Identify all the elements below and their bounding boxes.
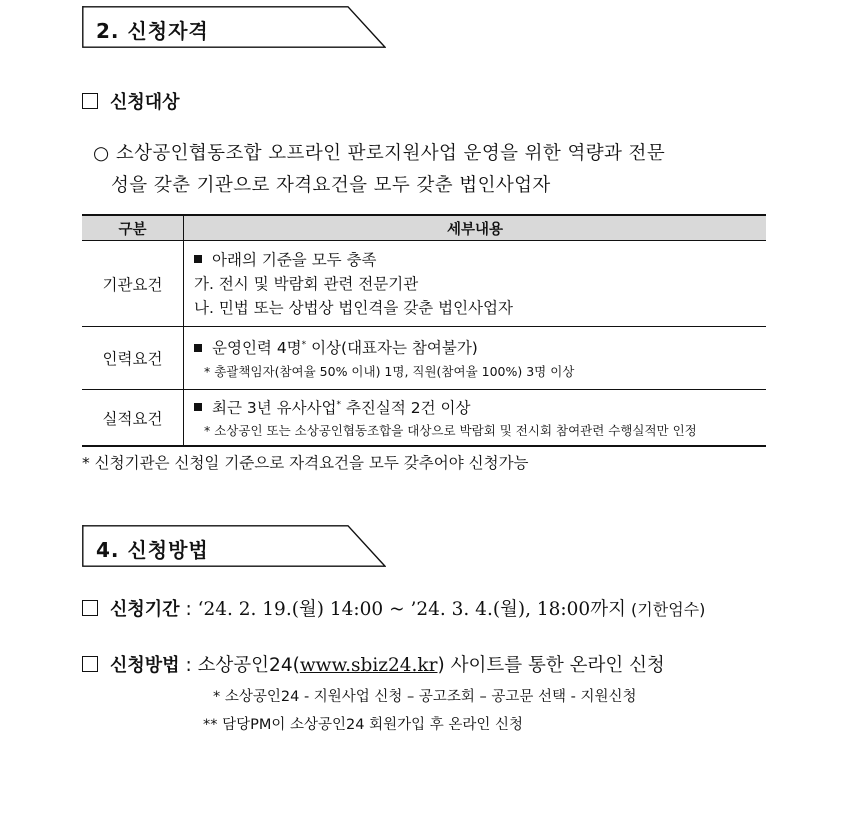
header-category: 구분 (82, 215, 184, 241)
row-bullet-text: 운영인력 4명 (212, 339, 302, 358)
row-note: * 소상공인 또는 소상공인협동조합을 대상으로 박람회 및 전시회 참여관련 수행실적만 인정 (204, 423, 697, 439)
row-bullet-line (194, 393, 766, 420)
bullet-square-icon (194, 403, 202, 411)
row-bullet-text-rest: 추진실적 2건 이상 (341, 399, 471, 418)
row-label: 실적요건 (82, 390, 184, 447)
period-value: ‘24. 2. 19.(월) 14:00 ~ ’24. 3. 4.(월), 18:00까지 (197, 599, 626, 620)
checkbox-icon (82, 656, 98, 672)
eligibility-line-1: ○ 소상공인협동조합 오프라인 판로지원사업 운영을 위한 역량과 전문 (93, 143, 666, 164)
method-label: 신청방법 (110, 655, 180, 676)
row-details (184, 241, 767, 327)
row-details (184, 327, 767, 390)
section-4-title: 4. 신청방법 (96, 538, 209, 562)
row-bullet-text-rest: 이상(대표자는 참여불가) (306, 339, 478, 358)
bullet-square-icon (194, 255, 202, 263)
row-details (184, 390, 767, 447)
section-2-header (82, 6, 386, 48)
row-bullet-text: 최근 3년 유사사업 (212, 399, 337, 418)
method-text: 소상공인24( (197, 655, 300, 676)
row-bullet-line (194, 248, 766, 272)
target-label: 신청대상 (110, 92, 180, 113)
row-label: 기관요건 (82, 241, 184, 327)
eligibility-footnote: * 신청기관은 신청일 기준으로 자격요건을 모두 갖추어야 신청가능 (82, 454, 529, 472)
checkbox-icon (82, 600, 98, 616)
table-row (82, 241, 766, 327)
section-4-header (82, 525, 386, 567)
table-row (82, 327, 766, 390)
row-bullet-line (194, 333, 766, 360)
method-text-rest: ) 사이트를 통한 온라인 신청 (437, 655, 665, 676)
application-method (82, 651, 665, 677)
requirements-table (82, 214, 766, 447)
sbiz24-link[interactable]: www.sbiz24.kr (299, 655, 438, 676)
eligibility-line-2: 성을 갖춘 기관으로 자격요건을 모두 갖춘 법인사업자 (111, 175, 551, 196)
period-note: (기한엄수) (625, 600, 706, 619)
table-header-row (82, 215, 766, 241)
row-label: 인력요건 (82, 327, 184, 390)
header-details: 세부내용 (184, 215, 767, 241)
checkbox-icon (82, 93, 98, 109)
footnote-mark: * (336, 400, 342, 410)
row-line: 나. 민법 또는 상법상 법인격을 갖춘 법인사업자 (194, 298, 513, 317)
section-2-title: 2. 신청자격 (96, 19, 209, 43)
period-separator: : (179, 599, 198, 620)
table-row (82, 390, 766, 447)
row-line: 가. 전시 및 박람회 관련 전문기관 (194, 274, 419, 293)
period-label: 신청기간 (110, 599, 180, 620)
row-note: * 총괄책임자(참여율 50% 이내) 1명, 직원(참여율 100%) 3명 이상 (204, 363, 575, 379)
row-bullet-text: 아래의 기준을 모두 충족 (212, 250, 377, 269)
method-note-1: * 소상공인24 - 지원사업 신청 – 공고조회 – 공고문 선택 - 지원신청 (213, 689, 637, 705)
method-note-2: ** 담당PM이 소상공인24 회원가입 후 온라인 신청 (203, 717, 523, 733)
eligibility-description (93, 138, 793, 202)
method-separator: : (179, 655, 198, 676)
footnote-mark: * (301, 340, 307, 351)
application-period (82, 595, 705, 621)
bullet-square-icon (194, 344, 202, 352)
target-heading (82, 88, 180, 114)
